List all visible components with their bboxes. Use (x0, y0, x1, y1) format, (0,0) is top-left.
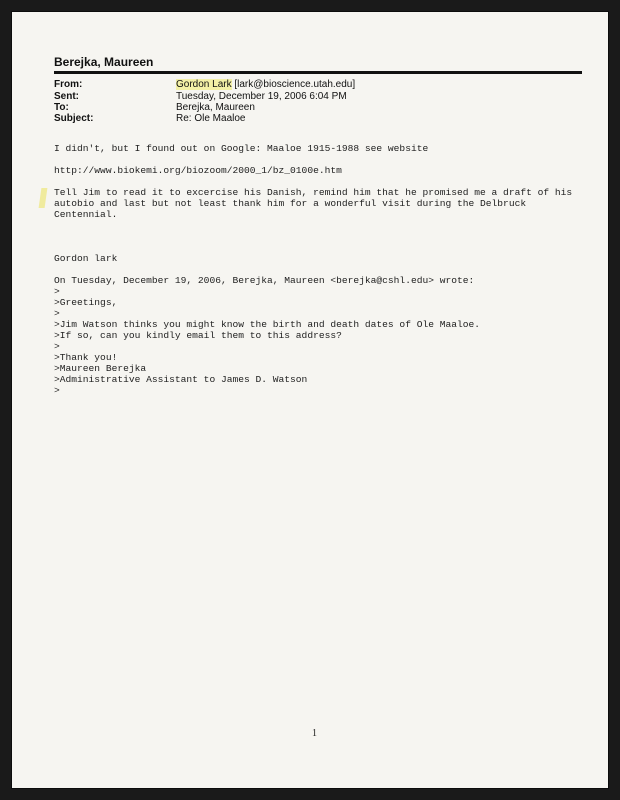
subject-value: Re: Ole Maaloe (176, 113, 246, 124)
body-line: Centennial. (54, 209, 118, 220)
email-body (54, 143, 594, 396)
from-label: From: (54, 79, 83, 90)
quoted-line: >Jim Watson thinks you might know the birth and death dates of Ole Maaloe. (54, 319, 481, 330)
quoted-line: >Greetings, (54, 297, 118, 308)
sent-label: Sent: (54, 91, 79, 102)
body-link: http://www.biokemi.org/biozoom/2000_1/bz_0100e.htm (54, 165, 342, 176)
quoted-line: >Thank you! (54, 352, 118, 363)
quoted-line: > (54, 385, 60, 396)
quoted-line: >Administrative Assistant to James D. Watson (54, 374, 308, 385)
header-rule (54, 71, 582, 74)
sender-name: Berejka, Maureen (54, 55, 154, 69)
quoted-line: >If so, can you kindly email them to this address? (54, 330, 342, 341)
body-line: I didn't, but I found out on Google: Maaloe 1915-1988 see website (54, 143, 429, 154)
page-number: 1 (312, 728, 317, 739)
sent-value: Tuesday, December 19, 2006 6:04 PM (176, 91, 347, 102)
quoted-line: > (54, 341, 60, 352)
to-value: Berejka, Maureen (176, 102, 255, 113)
quoted-line: > (54, 286, 60, 297)
body-line: Tell Jim to read it to excercise his Danish, remind him that he promised me a draft of his (54, 187, 573, 198)
to-label: To: (54, 102, 69, 113)
document-page (12, 12, 608, 788)
subject-label: Subject: (54, 113, 94, 124)
from-value (176, 79, 355, 90)
quote-intro: On Tuesday, December 19, 2006, Berejka, Maureen <berejka@cshl.edu> wrote: (54, 275, 475, 286)
highlighter-mark (39, 188, 48, 208)
from-name: Gordon Lark (176, 79, 232, 90)
body-line: autobio and last but not least thank him for a wonderful visit during the Delbruck (54, 198, 527, 209)
quoted-line: >Maureen Berejka (54, 363, 147, 374)
from-email: [lark@bioscience.utah.edu] (231, 79, 356, 90)
signature: Gordon lark (54, 253, 118, 264)
quoted-line: > (54, 308, 60, 319)
